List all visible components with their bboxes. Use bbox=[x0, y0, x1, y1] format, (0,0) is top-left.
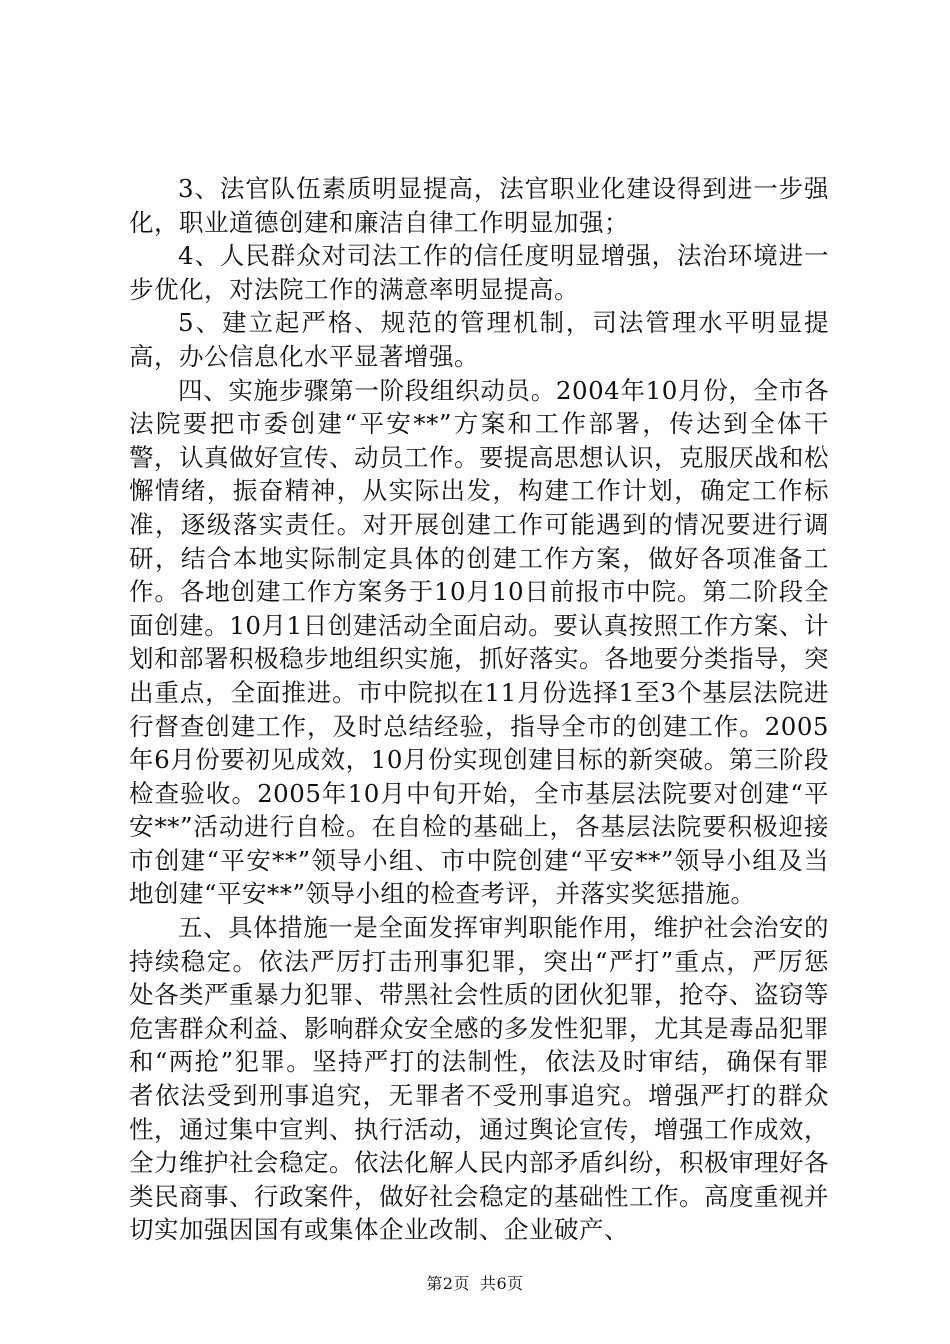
paragraph-item-4: 4、人民群众对司法工作的信任度明显增强，法治环境进一步优化，对法院工作的满意率明显提高。 bbox=[129, 241, 829, 304]
document-body bbox=[129, 172, 829, 1247]
page-footer bbox=[0, 1271, 950, 1294]
paragraph-item-5: 5、建立起严格、规范的管理机制，司法管理水平明显提高，办公信息化水平显著增强。 bbox=[129, 308, 829, 371]
page-total: 共6页 bbox=[480, 1274, 524, 1293]
page-number: 第2页 bbox=[426, 1274, 470, 1293]
paragraph-specific-measures: 五、具体措施一是全面发挥审判职能作用，维护社会治安的持续稳定。依法严厉打击刑事犯罪，突出“严打”重点，严厉惩处各类严重暴力犯罪、带黑社会性质的团伙犯罪，抢夺、盗窃等危害群众利益、影响群众安全感的多发性犯罪，尤其是毒品犯罪和“两抢”犯罪。坚持严打的法制性，依法及时审结，确保有罪者依法受到刑事追究，无罪者不受刑事追究。增强严打的群众性，通过集中宣判、执行活动，通过舆论宣传，增强工作成效，全力维护社会稳定。依法化解人民内部矛盾纠纷，积极审理好各类民商事、行政案件，做好社会稳定的基础性工作。高度重视并切实加强因国有或集体企业改制、企业破产、 bbox=[129, 913, 829, 1245]
paragraph-implementation-steps: 四、实施步骤第一阶段组织动员。2004年10月份，全市各法院要把市委创建“平安**”方案和工作部署，传达到全体干警，认真做好宣传、动员工作。要提高思想认识，克服厌战和松懈情绪，振奋精神，从实际出发，构建工作计划，确定工作标准，逐级落实责任。对开展创建工作可能遇到的情况要进行调研，结合本地实际制定具体的创建工作方案，做好各项准备工作。各地创建工作方案务于10月10日前报市中院。第二阶段全面创建。10月1日创建活动全面启动。要认真按照工作方案、计划和部署积极稳步地组织实施，抓好落实。各地要分类指导，突出重点，全面推进。市中院拟在11月份选择1至3个基层法院进行督查创建工作，及时总结经验，指导全市的创建工作。2005年6月份要初见成效，10月份实现创建目标的新突破。第三阶段检查验收。2005年10月中旬开始，全市基层法院要对创建“平安**”活动进行自检。在自检的基础上，各基层法院要积极迎接市创建“平安**”领导小组、市中院创建“平安**”领导小组及当地创建“平安**”领导小组的检查考评，并落实奖惩措施。 bbox=[129, 375, 829, 909]
paragraph-item-3: 3、法官队伍素质明显提高，法官职业化建设得到进一步强化，职业道德创建和廉洁自律工作明显加强； bbox=[129, 174, 829, 237]
